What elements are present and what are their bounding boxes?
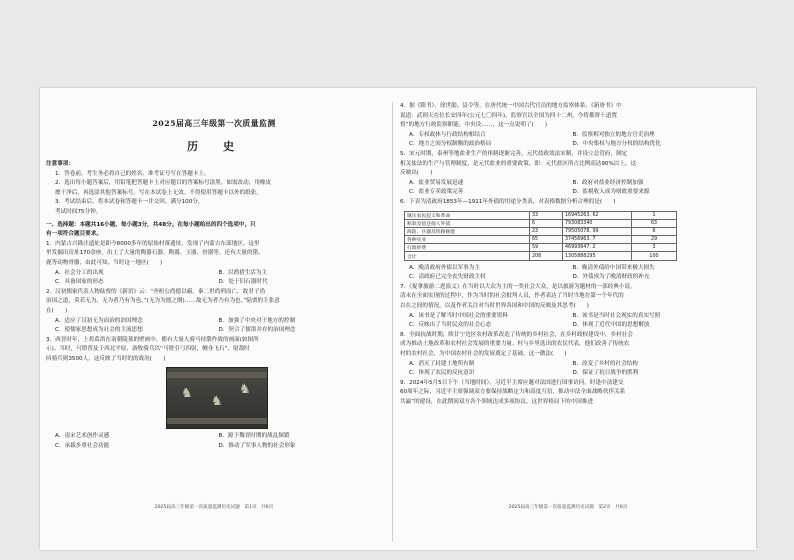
page-divider <box>392 102 393 542</box>
question-7 <box>400 283 736 331</box>
question-text: 村的农村社会，为中国农村社会的发展奠定了基础，这一做法( ) <box>400 351 567 357</box>
option: C．地方之间分权制衡的政治格局 <box>409 141 492 148</box>
table-cell: 合计 <box>405 252 530 260</box>
table-cell: 赔款及偿还他人外债 <box>405 219 530 227</box>
option: D．中央集权与地方分权的结构优化 <box>572 141 661 148</box>
question-text: 3．西晋时年，上将葛洪在南朝陵墓的壁画中，都有大量人骑马持槊作战的画面(如图所 <box>46 336 259 343</box>
option: A．适应了汉初无为而治的治国理念 <box>55 317 143 324</box>
question-text: 治国之道，莫若无为，无为者乃有为也。”(无为为德之纲)……故无为者乃有为也。”陆贾的主张意 <box>46 298 280 305</box>
question-text: 5．宋元时期，泰州等地盐业生产的体制逐渐完善，元代盐政效法宋制，并设立总管府，制定 <box>400 150 628 157</box>
page-footer: 2025届高三年级第一次质量监测历史试题 第2页 共6页 <box>508 505 628 510</box>
table-cell: 3 <box>632 244 677 252</box>
question-text: 60周年之际，习近平主席强调双方要保持战略定力和高度互信，推动中法全面战略伙伴关系 <box>400 389 626 396</box>
notice-line: 擦干净后，再选涂其他答案标号。写在本试卷上无效。不得使用答题卡以外的纸张。 <box>55 189 262 196</box>
mural-image <box>166 367 268 429</box>
option: B．加强了中央对于地方的控制 <box>218 317 296 324</box>
notice-line: 2．选出每小题答案后，用铅笔把答题卡上对应题目的答案标号涂黑。如需改动，用橡皮 <box>55 180 272 187</box>
notice-heading: 注意事项： <box>46 161 74 167</box>
option: A．消灭了封建土地所有制 <box>409 360 475 367</box>
option: B．晚清外债给中国带来极大损失 <box>572 264 655 271</box>
section-heading: 一、选择题：本题共16小题，每小题3分，共48分。在每小题给出的四个选项中，只 <box>46 221 256 228</box>
option: C．使儒家思想成为社会的主流思想 <box>55 327 143 334</box>
question-9 <box>400 379 736 408</box>
table-cell: 各种实业 <box>405 236 530 244</box>
right-page <box>400 88 736 550</box>
notice-line: 1．答卷前，考生务必将自己的姓名、准考证号写在答题卡上。 <box>55 170 210 177</box>
left-page <box>46 88 382 550</box>
option: D．体现了近代中国的思想解放 <box>572 322 650 329</box>
question-text: 7．《捉拿旅游二进演义》在当时以大众为主的一类社会大众，是以旅游为题材的一部经典小说。 <box>400 283 636 290</box>
page-footer: 2025届高三年级第一次质量监测历史试题 第1页 共6页 <box>154 505 274 510</box>
table-row <box>405 244 677 252</box>
table-cell: 793083340 <box>563 219 632 227</box>
table-cell: 37456963. 7 <box>563 236 632 244</box>
question-text: 2．汉初儒家代表人物陆贾的《新语》云：“齐桓公尚德以霸，秦二世尚刑而亡，故君子尚 <box>46 288 266 295</box>
table-row <box>405 227 677 235</box>
table-cell: 6 <box>530 219 563 227</box>
section-heading: 有一项符合题目要求。 <box>46 231 102 238</box>
mural-border <box>167 418 267 424</box>
option: B．该书是当时社会现实的真实写照 <box>572 312 661 319</box>
question-text: 里发掘出房址170余座，出土了大量的陶器石器、陶器、玉器、骨器等，还有大量的猪、 <box>46 250 264 257</box>
exam-title: 2025届高三年级第一次质量监测 <box>152 119 276 128</box>
option: C．具备国家的形态 <box>55 279 104 286</box>
option: D．契合了儒墨并存的治国理念 <box>218 327 296 334</box>
table-cell: 镇压农民起义和革命 <box>405 211 530 219</box>
question-2 <box>46 288 382 336</box>
option: A．盐业贸易发展迅速 <box>409 179 464 186</box>
option: A．该书是了解当时中国社会的重要资料 <box>409 312 508 319</box>
question-text: 1．内蒙古兴隆洼遗址是距今8000多年的原始村落遗址，发现了内蒙古东部地区。这里 <box>46 240 260 247</box>
table-cell: 59 <box>530 244 563 252</box>
table-cell: 6 <box>632 227 677 235</box>
option: D．保证了抗日战争的胜利 <box>572 370 639 377</box>
table-row <box>405 211 677 219</box>
question-8 <box>400 331 736 379</box>
question-text: 4．据《隋书》，徐世勣、县令等，在唐代统一中国古代官员的地方监察体系，《新唐书》中 <box>400 103 622 109</box>
table-cell: 海防、兵器及铁路修建 <box>405 227 530 235</box>
table-cell: 33 <box>530 211 563 219</box>
question-3 <box>46 336 382 452</box>
question-text: 9．2024年5月5日下午（当地时间），习近平主席应邀对法国进行国事访问。时逢中法建交 <box>400 379 624 386</box>
question-text: 反映出( ) <box>400 170 433 177</box>
table-cell: 1 <box>632 211 677 219</box>
question-text: 8．全面抗战时期，陕甘宁边区农村改革改造了传统的乡村社会，在乡村政权建设中，乡村社会 <box>400 331 633 338</box>
option: C．体现了农民的反抗意识 <box>409 370 475 377</box>
option: B．源于魏晋时期的战乱频繁 <box>218 433 290 440</box>
option: C．承载多重社会功能 <box>55 443 110 450</box>
option: D．盐税收入成为财政重要来源 <box>572 189 650 196</box>
option: C．反映出了当时民众的社会心态 <box>409 322 492 329</box>
question-text: 共赢”的建设，在此期间双方各个领域达成多项协议，这世界格局下的中国推进 <box>400 398 594 405</box>
question-1 <box>46 240 382 288</box>
question-5 <box>400 150 736 198</box>
horse-rider-icon: ♞ <box>211 394 223 410</box>
table-cell: 46993647. 2 <box>563 244 632 252</box>
question-text: 回骑兵则3500人，这反映了当时的的战况( ) <box>46 355 166 362</box>
table-row <box>405 219 677 227</box>
table-cell: 63 <box>632 219 677 227</box>
subject-title: 历 史 <box>187 140 241 153</box>
question-text: 示)。当时，马镫普及于西北平原，游牧骑兵以“马镫引弓四射，侧身飞石”，射敌时 <box>46 346 250 353</box>
notice-line: 考试时间75分钟。 <box>55 208 102 215</box>
question-text: 成为推动土地改革和农村社会发展的重要力量。村与乡里选出的农民代表，他们改善了传统农 <box>400 341 630 348</box>
table-cell: 79505078. 99 <box>563 227 632 235</box>
question-text: 说道：武则天在位长安四年(公元七〇四年)，监察官以全国为四十二州，今将都督十道置 <box>400 112 617 119</box>
notice-line: 3．考试结束后，将本试卷和答题卡一并交回。满分100分， <box>55 199 204 206</box>
table-cell: 65 <box>530 236 563 244</box>
question-text: 清末在全面实现的过程中，作为当时的社会批判人员，作者表达了当时当地在第一个年代的 <box>400 293 624 300</box>
exam-sheet <box>40 88 756 550</box>
option: B．以渔猎生活为主 <box>218 269 268 276</box>
option: B．监察相对独立的地方官吏治理 <box>572 131 655 138</box>
option: A．南宋艺术创作灵感 <box>55 433 110 440</box>
question-4 <box>400 102 736 150</box>
question-text: 以在之间的情况，以及作者关注对当时世界各国和中国的反映及其思考( ) <box>400 303 589 310</box>
table-cell: 1305888295 <box>563 252 632 260</box>
question-6 <box>400 198 736 283</box>
option: C．盐业专卖政策完善 <box>409 189 464 196</box>
option: A．专权政体与行政结构相结合 <box>409 131 486 138</box>
debt-table <box>404 211 677 261</box>
option: C．清政府已完全丧失财政主权 <box>409 274 486 281</box>
option: D．处于旧石器时代 <box>218 279 268 286</box>
option: B．政府对盐业经济控制加强 <box>572 179 644 186</box>
question-text: 在( ) <box>46 307 68 314</box>
option: A．晚清政府外债以军事为主 <box>409 264 480 271</box>
table-row <box>405 252 677 260</box>
table-cell: 行政经费 <box>405 244 530 252</box>
table-cell: 23 <box>530 227 563 235</box>
option: B．改变了乡村的社会结构 <box>572 360 638 367</box>
table-cell: 16945263. 62 <box>563 211 632 219</box>
option: A．社会分工的出现 <box>55 269 104 276</box>
table-cell: 100 <box>632 252 677 260</box>
table-cell: 208 <box>530 252 563 260</box>
table-row <box>405 236 677 244</box>
question-text: 相关盐法的生产与管理制度，是元代盐业的重要政策，即：元代盐区所占比例高达90%以上，这 <box>400 160 637 167</box>
horse-rider-icon: ♞ <box>181 386 193 402</box>
question-text: 鹿等动物骨骼，由此可知，当时这一地区( ) <box>46 259 163 266</box>
mural-border <box>167 372 267 378</box>
option: D．推动了军事人物的社会形象 <box>218 443 296 450</box>
table-cell: 29 <box>632 236 677 244</box>
question-text: 督”的地方行政监察职能，中央设……，这一点说明了( ) <box>400 122 548 129</box>
question-text: 6．下表为清政府1853年—1911年外债的用途分类表，对表格数据分析合理的是( ) <box>400 198 616 205</box>
option: D．外债成为了晚清财政的补充 <box>572 274 650 281</box>
horse-rider-icon: ♞ <box>239 382 251 398</box>
